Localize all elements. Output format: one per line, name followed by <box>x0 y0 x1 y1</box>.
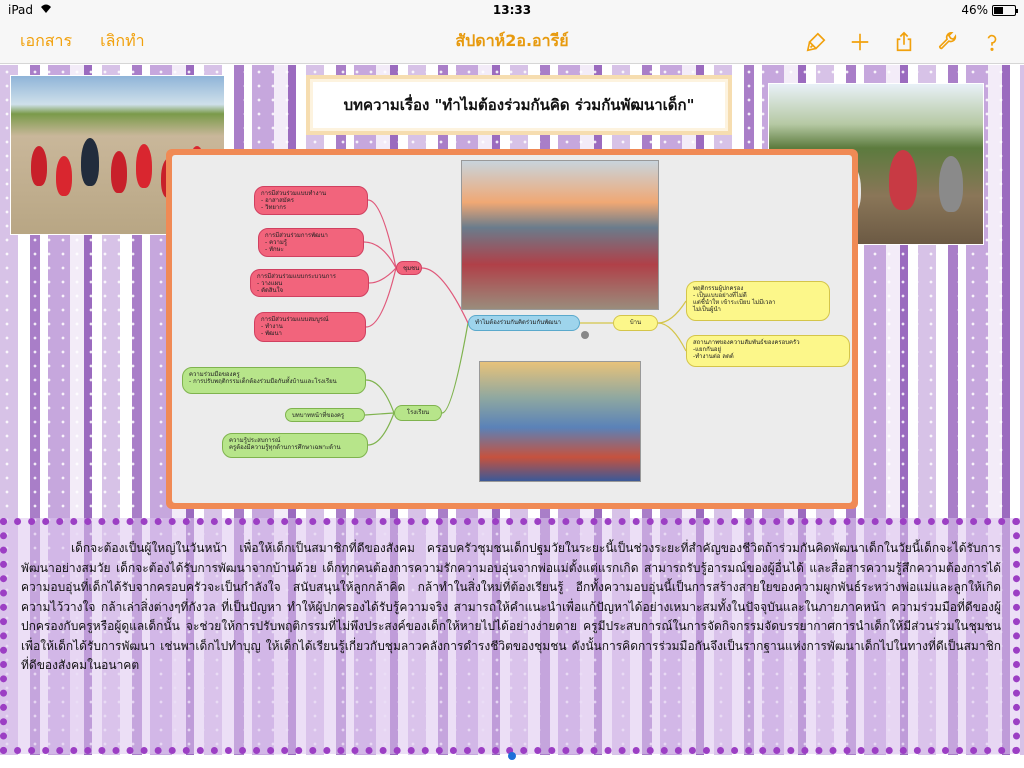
share-icon[interactable] <box>892 30 916 54</box>
format-brush-icon[interactable] <box>804 30 828 54</box>
clock: 13:33 <box>492 3 532 17</box>
mindmap-node-community-1[interactable]: การมีส่วนร่วมแบบทำงาน - อาสาสมัคร - วิทยากร <box>254 186 368 215</box>
document-toolbar <box>0 20 1024 64</box>
mindmap-center-node[interactable]: ทำไมต้องร่วมกันคิดร่วมกันพัฒนา <box>468 315 580 331</box>
wrench-icon[interactable] <box>936 30 960 54</box>
mindmap-photo-activity[interactable] <box>461 160 659 310</box>
undo-button[interactable]: เลิกทำ <box>100 31 145 50</box>
wifi-icon <box>39 3 53 17</box>
battery-icon <box>992 5 1016 16</box>
page-indicator[interactable] <box>508 752 516 760</box>
mindmap-node-home-1[interactable]: พฤติกรรมผู้ปกครอง - เป็นแบบอย่างที่ไม่ดี แต่ชี้นำให เข้าระเบียบ ไม่มีเวลา ไม่เป็นผู้นำ <box>686 281 830 321</box>
slide-canvas[interactable] <box>0 65 1024 755</box>
mindmap-node-community-4[interactable]: การมีส่วนร่วมแบบสมบูรณ์ - ทำงาน - พัฒนา <box>254 312 366 342</box>
article-text-box[interactable] <box>0 518 1020 754</box>
documents-button[interactable]: เอกสาร <box>20 31 73 50</box>
mindmap-node-school-2[interactable]: บทบาทหน้าที่ของครู <box>285 408 365 422</box>
document-title[interactable]: สัปดาห์2อ.อารีย์ <box>455 31 569 50</box>
mindmap-photo-classroom[interactable] <box>479 361 641 482</box>
device-label: iPad <box>8 3 34 17</box>
mindmap-node-home[interactable]: บ้าน <box>613 315 658 331</box>
add-icon[interactable] <box>848 30 872 54</box>
status-bar <box>0 0 1024 20</box>
mindmap-node-community-3[interactable]: การมีส่วนร่วมแบบกระบวนการ - วางแผน - ตัดสินใจ <box>250 269 369 297</box>
mindmap-node-school[interactable]: โรงเรียน <box>394 405 442 421</box>
article-body: เด็กจะต้องเป็นผู้ใหญ่ในวันหน้า เพื่อให้เด็กเป็นสมาชิกที่ดีของสังคม ครอบครัวชุมชนเด็กปฐมวัยในระยะนี้เป็นช่วงระยะที่สำคัญของชีวิตถ้าร่วมกันคิดพัฒนาเด็กในวัยนี้เด็กจะได้รับการพัฒนาอย่างสมวัย เด็กจะต้องได้รับการพัฒนาจากบ้านด้วย เด็กทุกคนต้องการความรักความอบอุ่นจากพ่อแม่ตั้งแต่แรกเกิด สามารถรับรู้อารมณ์ของผู้อื่นได้ และสื่อสารความรู้สึกความต้องการได้ ความอบอุ่นที่เด็กได้รับจากครอบครัวจะเป็นกำลังใจ สนับสนุนให้ลูกกล้าคิด กล้าทำในสิ่งใหม่ที่ต้องเรียนรู้ อีกทั้งความอบอุ่นนี้เป็นการสร้างสายใยของความผูกพันธ์ระหว่างพ่อแม่และลูกให้เกิดความไว้วางใจ กล้าเล่าสิ่งต่างๆที่กังวล ที่เป็นปัญหา ทำให้ผู้ปกครองได้รับรู้ความจริง สามารถให้คำแนะนำเพื่อแก้ปัญหาได้อย่างเหมาะสมทั้งในปัจจุบันและในภายภาคหน้า ความร่วมมือที่ดีของผู้ปกครองกับครูหรือผู้ดูแลเด็กนั้น จะช่วยให้การปรับพฤติกรรมที่ไม่พึงประสงค์ของเด็กให้หายไปได้อย่างง่ายดาย ครูมีประสบการณ์ในการจัดกิจกรรมจัดบรรยากาศการนำเด็กให้มีส่วนร่วมในชุมชนเพื่อให้เด็กได้รับการพัฒนา เช่นพาเด็กไปทำบุญ ให้เด็กได้เรียนรู้เกี่ยวกับชุมลาวคลังการดำรงชีวิตของชุมชน ดังนั้นการคิดการร่วมมือกันจึงเป็นรากฐานแห่งการพัฒนาเด็กไปในทางที่ดีเป็นสมาชิกที่ดีของสังคมในอนาคต <box>21 541 1001 672</box>
mindmap-diagram <box>172 155 852 503</box>
mindmap-frame[interactable] <box>166 149 858 509</box>
mindmap-node-school-1[interactable]: ความร่วมมือของครู - การปรับพฤติกรรมเด็กต้องร่วมมือกันทั้งบ้านและโรงเรียน <box>182 367 366 394</box>
mindmap-node-community[interactable]: ชุมชน <box>396 261 422 275</box>
slide-heading[interactable]: บทความเรื่อง "ทำไมต้องร่วมกันคิด ร่วมกันพัฒนาเด็ก" <box>306 75 732 135</box>
battery-percent: 46% <box>961 3 988 17</box>
help-icon[interactable] <box>980 30 1004 54</box>
mindmap-node-school-3[interactable]: ความรู้ประสบการณ์ ครูต้องมีความรู้ทุกด้านการศึกษาเฉพาะด้าน <box>222 433 368 458</box>
mindmap-node-home-2[interactable]: สถานภาพของความสัมพันธ์ของครอบครัว -แยกกันอยู่ -ทำงานต่อ ลดด์ <box>686 335 850 367</box>
mindmap-node-community-2[interactable]: การมีส่วนร่วมการพัฒนา - ความรู้ - ทักษะ <box>258 228 364 257</box>
